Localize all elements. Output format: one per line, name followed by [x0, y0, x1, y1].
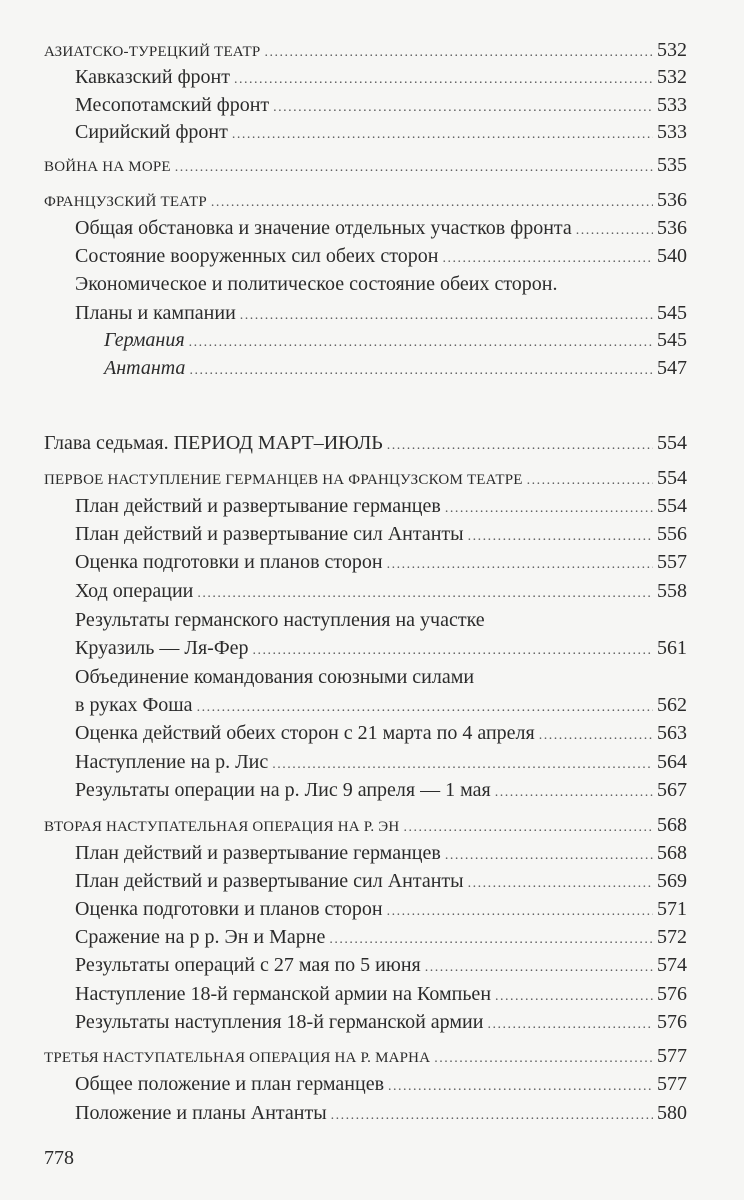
toc-entry-page: 568 — [657, 842, 687, 864]
toc-entry-title: Месопотамский фронт — [75, 94, 270, 116]
toc-entry-page: 533 — [657, 94, 687, 116]
dot-leader — [197, 695, 653, 721]
toc-entry-title: ТРЕТЬЯ НАСТУПАТЕЛЬНАЯ ОПЕРАЦИЯ НА Р. МАРНА — [44, 1050, 431, 1066]
toc-entry-title: Германия — [104, 329, 185, 351]
toc-entry-title: Состояние вооруженных сил обеих сторон — [75, 245, 439, 267]
toc-entry-page: 554 — [657, 495, 687, 517]
toc-entry-title: Оценка подготовки и планов сторон — [75, 551, 383, 573]
toc-entry-title: План действий и развертывание сил Антанты — [75, 523, 464, 545]
toc-entry-title: Общее положение и план германцев — [75, 1073, 385, 1095]
toc-entry-page: 576 — [657, 983, 687, 1005]
toc-entry — [0, 720, 687, 746]
toc-entry — [0, 92, 687, 118]
dot-leader — [468, 524, 653, 550]
toc-entry-page: 556 — [657, 523, 687, 545]
dot-leader — [387, 899, 653, 925]
dot-leader — [425, 955, 653, 981]
toc-entry-page: 574 — [657, 954, 687, 976]
toc-entry-title: Положение и планы Антанты — [75, 1102, 327, 1124]
dot-leader — [253, 638, 654, 664]
toc-entry — [0, 215, 687, 241]
toc-entry-page: 558 — [657, 580, 687, 602]
toc-entry — [0, 187, 687, 213]
toc-entry — [0, 635, 687, 661]
toc-entry-title: Сирийский фронт — [75, 121, 228, 143]
toc-entry-title: ВОЙНА НА МОРЕ — [44, 159, 171, 175]
toc-entry-page: 577 — [657, 1073, 687, 1095]
dot-leader — [527, 468, 653, 494]
dot-leader — [240, 303, 653, 329]
toc-entry-page: 533 — [657, 121, 687, 143]
dot-leader — [495, 984, 653, 1010]
toc-entry-page: 536 — [657, 189, 687, 211]
dot-leader — [468, 871, 653, 897]
toc-entry — [0, 1043, 687, 1069]
toc-entry-title: Результаты германского наступления на участке — [75, 609, 485, 631]
toc-entry-title: Результаты наступления 18-й германской армии — [75, 1011, 484, 1033]
toc-entry — [0, 578, 687, 604]
toc-entry — [0, 119, 687, 145]
dot-leader — [387, 552, 653, 578]
dot-leader — [175, 155, 653, 181]
dot-leader — [442, 246, 653, 272]
toc-entry — [0, 465, 687, 491]
toc-entry — [0, 749, 687, 775]
toc-entry-page: 564 — [657, 751, 687, 773]
toc-entry-title: Экономическое и политическое состояние обеих сторон. — [75, 273, 558, 295]
page-number: 778 — [44, 1147, 74, 1169]
toc-entry-page: 571 — [657, 898, 687, 920]
dot-leader — [539, 723, 653, 749]
dot-leader — [387, 433, 653, 459]
toc-entry-title: Круазиль — Ля-Фер — [75, 637, 249, 659]
toc-entry — [0, 430, 687, 456]
toc-entry — [0, 1071, 687, 1097]
toc-entry-page: 536 — [657, 217, 687, 239]
toc-entry-page: 567 — [657, 779, 687, 801]
toc-entry-page: 572 — [657, 926, 687, 948]
dot-leader — [234, 67, 653, 93]
toc-entry — [0, 1009, 687, 1035]
toc-entry-title: Кавказский фронт — [75, 66, 230, 88]
toc-entry — [0, 840, 687, 866]
dot-leader — [434, 1046, 653, 1072]
dot-leader — [403, 815, 653, 841]
toc-entry — [0, 300, 687, 326]
toc-entry-title: Оценка действий обеих сторон с 21 марта по 4 апреля — [75, 722, 535, 744]
toc-entry — [0, 355, 687, 381]
toc-entry — [0, 37, 687, 63]
toc-entry-page: 569 — [657, 870, 687, 892]
toc-entry-title: в руках Фоша — [75, 694, 193, 716]
toc-entry — [0, 777, 687, 803]
toc-entry — [0, 868, 687, 894]
dot-leader — [576, 218, 653, 244]
dot-leader — [495, 780, 653, 806]
toc-entry — [0, 493, 687, 519]
dot-leader — [189, 358, 653, 384]
dot-leader — [445, 843, 653, 869]
dot-leader — [211, 190, 653, 216]
toc-entry-page: 545 — [657, 302, 687, 324]
toc-entry-page: 554 — [657, 467, 687, 489]
toc-entry-page: 545 — [657, 329, 687, 351]
toc-entry — [0, 64, 687, 90]
toc-entry-title: АЗИАТСКО-ТУРЕЦКИЙ ТЕАТР — [44, 44, 261, 60]
toc-entry — [0, 271, 687, 297]
dot-leader — [329, 927, 653, 953]
toc-entry — [0, 607, 687, 633]
toc-entry-page: 532 — [657, 39, 687, 61]
toc-entry-title: Планы и кампании — [75, 302, 236, 324]
dot-leader — [273, 95, 653, 121]
toc-entry-title: ВТОРАЯ НАСТУПАТЕЛЬНАЯ ОПЕРАЦИЯ НА Р. ЭН — [44, 819, 400, 835]
toc-entry-page: 540 — [657, 245, 687, 267]
toc-entry-title: План действий и развертывание германцев — [75, 842, 441, 864]
toc-entry-title: Объединение командования союзными силами — [75, 666, 475, 688]
toc-entry-page: 561 — [657, 637, 687, 659]
dot-leader — [445, 496, 653, 522]
toc-entry-title: ФРАНЦУЗСКИЙ ТЕАТР — [44, 194, 207, 210]
toc-entry-page: 535 — [657, 154, 687, 176]
toc-entry-title: Сражение на р р. Эн и Марне — [75, 926, 326, 948]
toc-entry-title: Результаты операций с 27 мая по 5 июня — [75, 954, 421, 976]
toc-entry-title: Общая обстановка и значение отдельных участков фронта — [75, 217, 572, 239]
toc-entry-page: 554 — [657, 432, 687, 454]
toc-entry — [0, 243, 687, 269]
toc-entry — [0, 549, 687, 575]
toc-entry — [0, 952, 687, 978]
dot-leader — [264, 40, 653, 66]
toc-entry-title: Глава седьмая. ПЕРИОД МАРТ–ИЮЛЬ — [44, 432, 383, 454]
toc-entry-page: 547 — [657, 357, 687, 379]
toc-entry-page: 562 — [657, 694, 687, 716]
toc-entry-page: 532 — [657, 66, 687, 88]
toc-entry — [0, 664, 687, 690]
toc-entry-title: План действий и развертывание германцев — [75, 495, 441, 517]
toc-entry-page: 568 — [657, 814, 687, 836]
toc-entry-title: Результаты операции на р. Лис 9 апреля — 1 мая — [75, 779, 491, 801]
toc-entry-page: 577 — [657, 1045, 687, 1067]
toc-entry-title: План действий и развертывание сил Антанты — [75, 870, 464, 892]
toc-entry — [0, 924, 687, 950]
toc-entry-title: Оценка подготовки и планов сторон — [75, 898, 383, 920]
toc-entry — [0, 521, 687, 547]
dot-leader — [189, 330, 653, 356]
dot-leader — [487, 1012, 653, 1038]
toc-entry-title: Наступление на р. Лис — [75, 751, 269, 773]
dot-leader — [331, 1103, 653, 1129]
toc-entry — [0, 896, 687, 922]
toc-entry — [0, 327, 687, 353]
toc-entry-page: 557 — [657, 551, 687, 573]
toc-entry — [0, 812, 687, 838]
toc-entry-page: 563 — [657, 722, 687, 744]
toc-entry — [0, 692, 687, 718]
toc-entry — [0, 981, 687, 1007]
toc-entry — [0, 152, 687, 178]
dot-leader — [232, 122, 653, 148]
dot-leader — [197, 581, 653, 607]
dot-leader — [388, 1074, 653, 1100]
toc-entry-title: Антанта — [104, 357, 186, 379]
toc-entry-title: Наступление 18-й германской армии на Компьен — [75, 983, 492, 1005]
toc-entry-title: ПЕРВОЕ НАСТУПЛЕНИЕ ГЕРМАНЦЕВ НА ФРАНЦУЗСКОМ ТЕАТРЕ — [44, 472, 523, 488]
toc-entry-title: Ход операции — [75, 580, 194, 602]
toc-entry-page: 580 — [657, 1102, 687, 1124]
toc-entry-page: 576 — [657, 1011, 687, 1033]
dot-leader — [272, 752, 653, 778]
toc-entry — [0, 1100, 687, 1126]
